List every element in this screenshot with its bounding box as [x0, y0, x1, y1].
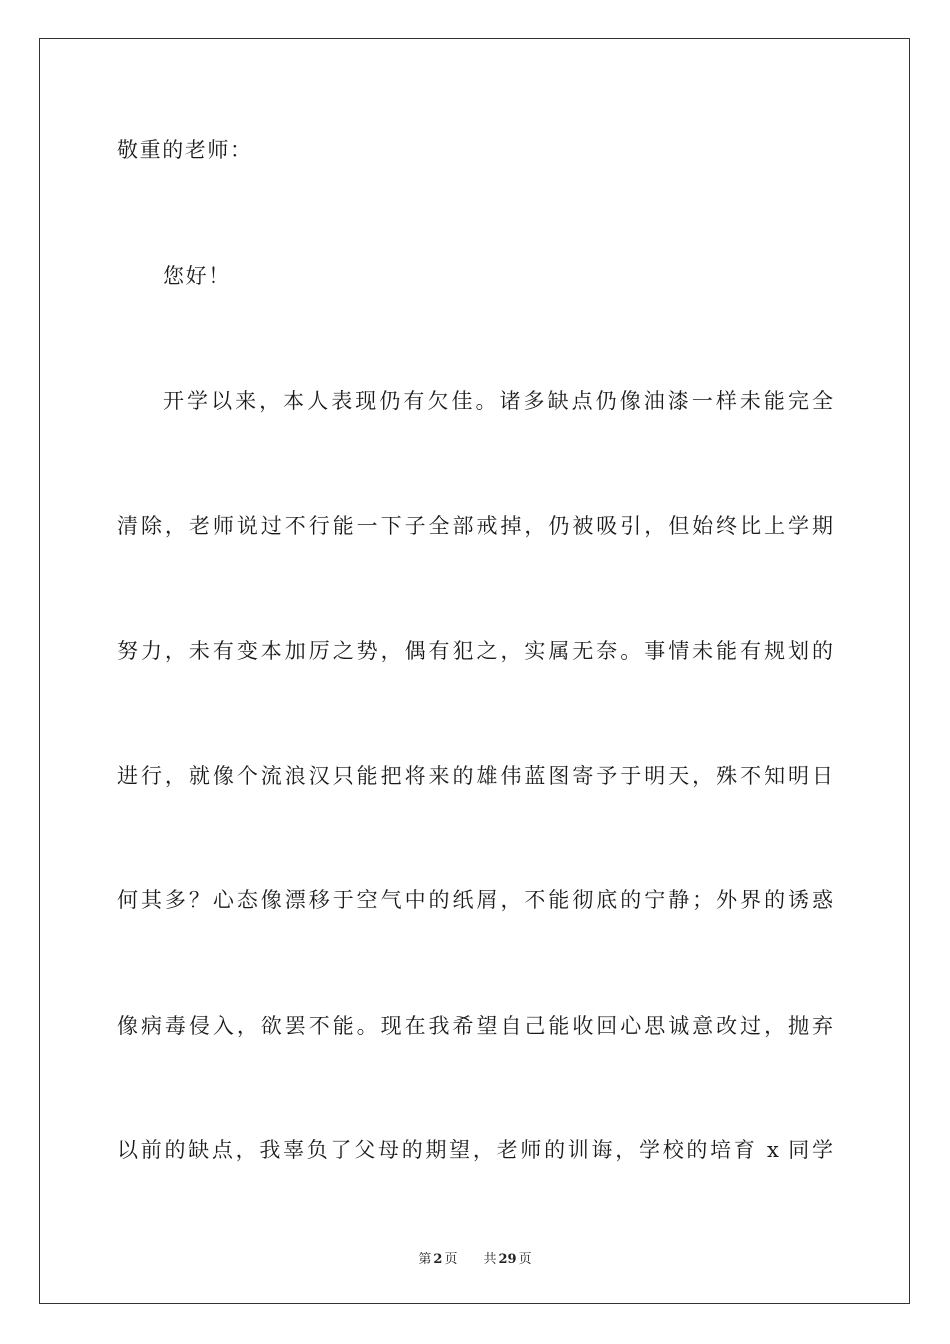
total-indicator: [481, 1252, 533, 1267]
greeting: 您好！: [163, 264, 231, 288]
paragraph-line: 何其多？心态像漂移于空气中的纸屑，不能彻底的宁静；外界的诱惑: [117, 888, 833, 912]
paragraph-line: 像病毒侵入，欲罢不能。现在我希望自己能收回心思诚意改过，抛弃: [117, 1014, 833, 1038]
paragraph-line: 开学以来，本人表现仍有欠佳。诸多缺点仍像油漆一样未能完全: [163, 389, 833, 413]
total-suffix: 页: [518, 1252, 532, 1267]
paragraph-line: 清除，老师说过不行能一下子全部戒掉，仍被吸引，但始终比上学期: [117, 514, 833, 538]
page-prefix: 第: [418, 1252, 432, 1267]
page-number: 2: [433, 1252, 443, 1267]
page-suffix: 页: [444, 1252, 458, 1267]
paragraph-line: 努力，未有变本加厉之势，偶有犯之，实属无奈。事情未能有规划的: [117, 639, 833, 663]
page-indicator: [416, 1252, 459, 1267]
paragraph-line: 以前的缺点，我辜负了父母的期望，老师的训诲，学校的培育 x 同学: [117, 1138, 833, 1162]
salutation: 敬重的老师：: [117, 138, 253, 162]
page-frame: [39, 38, 910, 1304]
total-pages: 29: [498, 1252, 517, 1267]
total-prefix: 共: [483, 1252, 497, 1267]
paragraph-line: 进行，就像个流浪汉只能把将来的雄伟蓝图寄予于明天，殊不知明日: [117, 764, 833, 788]
page-footer: [0, 1248, 950, 1267]
